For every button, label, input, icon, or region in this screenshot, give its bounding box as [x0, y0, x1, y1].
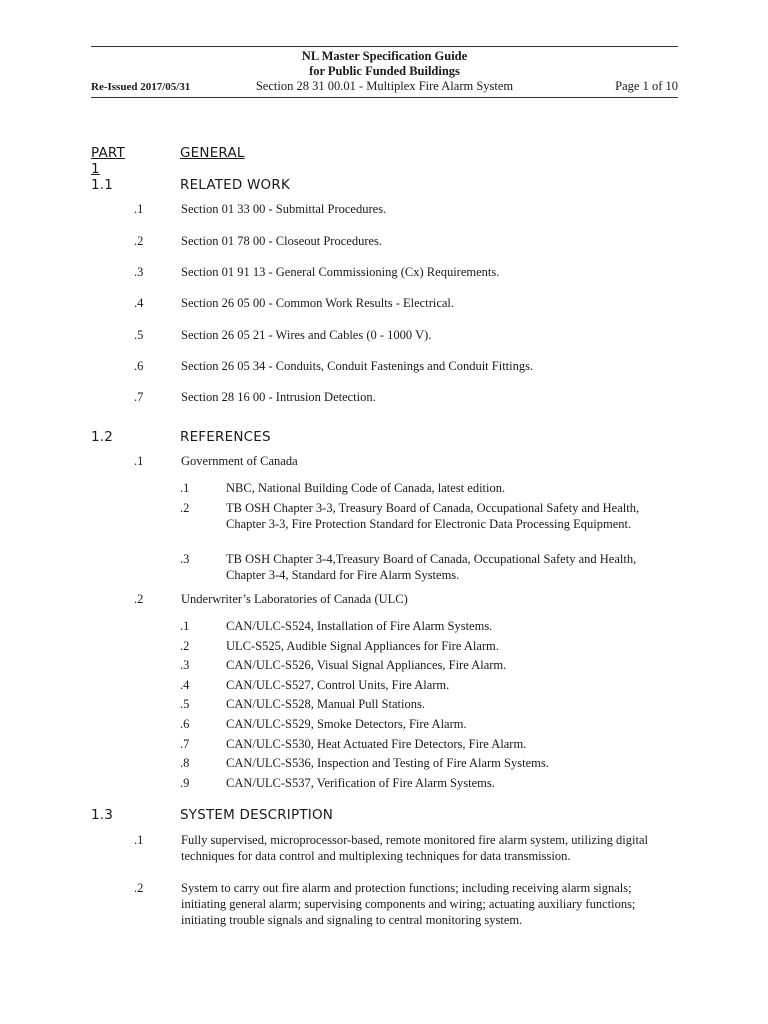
item-number: .1 — [134, 454, 144, 468]
item-number: .3 — [134, 265, 144, 279]
item-number: .1 — [134, 202, 144, 216]
item-text: CAN/ULC-S529, Smoke Detectors, Fire Alarm. — [226, 717, 467, 731]
item-number: .2 — [134, 881, 144, 895]
item-text: TB OSH Chapter 3-4,Treasury Board of Canada, Occupational Safety and Health, Chapter 3-4, Standard for Fire Alarm Systems. — [226, 552, 637, 582]
page-number: Page 1 of 10 — [615, 79, 678, 93]
item-text: Section 26 05 21 - Wires and Cables (0 - 1000 V). — [181, 328, 432, 342]
item-text: Section 26 05 00 - Common Work Results - Electrical. — [181, 296, 455, 310]
item-number: .2 — [134, 592, 144, 606]
item-number: .7 — [134, 390, 144, 404]
item-text: CAN/ULC-S526, Visual Signal Appliances, Fire Alarm. — [226, 658, 507, 672]
header-top-rule — [91, 46, 678, 47]
reissued-date: Re-Issued 2017/05/31 — [91, 81, 191, 93]
item-text: NBC, National Building Code of Canada, latest edition. — [226, 481, 506, 495]
section-number: 1.3 — [91, 807, 114, 823]
item-text: CAN/ULC-S536, Inspection and Testing of Fire Alarm Systems. — [226, 756, 549, 770]
item-number: .2 — [180, 501, 190, 515]
item-text: Section 26 05 34 - Conduits, Conduit Fastenings and Conduit Fittings. — [181, 359, 534, 373]
item-text: Section 01 78 00 - Closeout Procedures. — [181, 234, 383, 248]
item-number: .3 — [180, 658, 190, 672]
section-title: RELATED WORK — [180, 177, 290, 193]
item-number: .8 — [180, 756, 190, 770]
item-number: .6 — [134, 359, 144, 373]
item-text: ULC-S525, Audible Signal Appliances for Fire Alarm. — [226, 639, 499, 653]
section-title: REFERENCES — [180, 429, 271, 445]
section-title: Section 28 31 00.01 - Multiplex Fire Alarm System — [255, 79, 514, 93]
header-title-line1: NL Master Specification Guide — [301, 49, 468, 63]
item-text: CAN/ULC-S527, Control Units, Fire Alarm. — [226, 678, 450, 692]
part-title: GENERAL — [180, 145, 245, 161]
item-text: Section 01 91 13 - General Commissioning (Cx) Requirements. — [181, 265, 500, 279]
header-title-line2: for Public Funded Buildings — [309, 64, 460, 78]
item-number: .4 — [134, 296, 144, 310]
item-number: .1 — [134, 833, 144, 847]
item-text: System to carry out fire alarm and protection functions; including receiving alarm signals; initiating general alarm; supervising components and wiring; actuating auxiliary functions; initiating trouble signals and signaling to central monitoring system. — [181, 881, 636, 927]
item-number: .9 — [180, 776, 190, 790]
section-title: SYSTEM DESCRIPTION — [180, 807, 334, 823]
item-number: .1 — [180, 619, 190, 633]
item-text: TB OSH Chapter 3-3, Treasury Board of Canada, Occupational Safety and Health, Chapter 3-3, Fire Protection Standard for Electronic Data Processing Equipment. — [226, 501, 640, 531]
item-text: Fully supervised, microprocessor-based, remote monitored fire alarm system, utilizing digital techniques for data control and multiplexing techniques for data transmission. — [181, 833, 648, 863]
item-number: .2 — [180, 639, 190, 653]
section-number: 1.2 — [91, 429, 114, 445]
item-number: .3 — [180, 552, 190, 566]
item-text: CAN/ULC-S537, Verification of Fire Alarm Systems. — [226, 776, 495, 790]
section-number: 1.1 — [91, 177, 114, 193]
item-text: CAN/ULC-S524, Installation of Fire Alarm Systems. — [226, 619, 493, 633]
header-bottom-rule — [91, 97, 678, 98]
item-number: .5 — [134, 328, 144, 342]
item-number: .6 — [180, 717, 190, 731]
item-text: Section 01 33 00 - Submittal Procedures. — [181, 202, 387, 216]
item-number: .2 — [134, 234, 144, 248]
item-text: Underwriter’s Laboratories of Canada (ULC) — [181, 592, 408, 606]
item-number: .7 — [180, 737, 190, 751]
item-text: Government of Canada — [181, 454, 298, 468]
part-number: PART 1 — [91, 145, 125, 177]
item-number: .4 — [180, 678, 190, 692]
item-number: .5 — [180, 697, 190, 711]
item-text: Section 28 16 00 - Intrusion Detection. — [181, 390, 376, 404]
item-text: CAN/ULC-S528, Manual Pull Stations. — [226, 697, 425, 711]
item-number: .1 — [180, 481, 190, 495]
item-text: CAN/ULC-S530, Heat Actuated Fire Detectors, Fire Alarm. — [226, 737, 527, 751]
